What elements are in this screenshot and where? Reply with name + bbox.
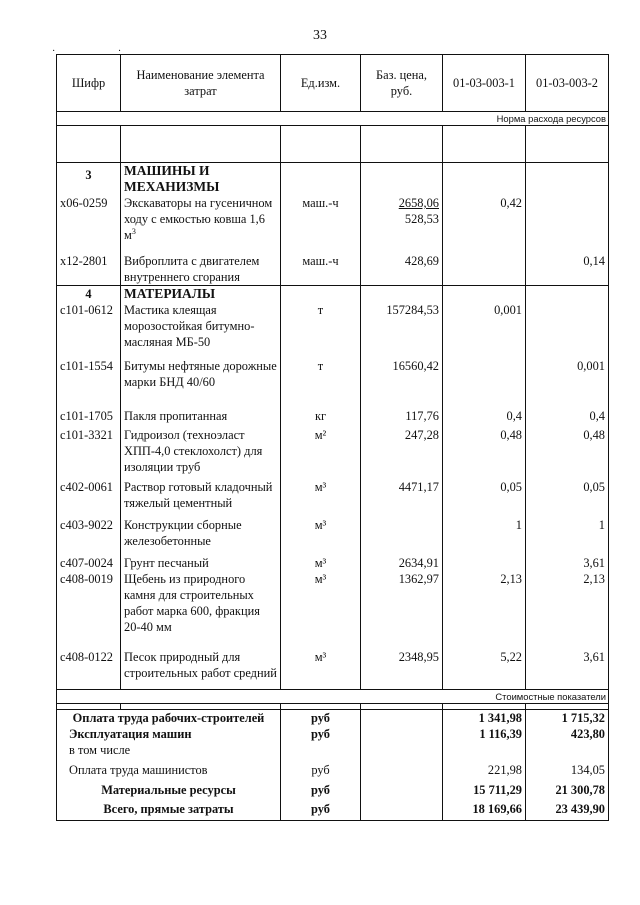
table-row xyxy=(57,649,609,690)
summary-row xyxy=(57,742,609,762)
row-price: 428,69 xyxy=(361,243,443,286)
row-price-main: 2658,06 xyxy=(398,196,439,210)
row-unit: маш.-ч xyxy=(281,243,361,286)
section-number: 3 xyxy=(57,163,121,196)
table-row xyxy=(57,408,609,424)
row-v2: 0,4 xyxy=(526,408,609,424)
row-unit: м³ xyxy=(281,649,361,690)
row-v2: 0,48 xyxy=(526,424,609,475)
row-price: 2348,95 xyxy=(361,649,443,690)
summary-unit: руб xyxy=(281,762,361,778)
section-title: МАТЕРИАЛЫ xyxy=(121,286,281,303)
section-header xyxy=(57,286,609,303)
band-cost: Стоимостные показатели xyxy=(57,690,609,704)
resource-table xyxy=(56,54,609,821)
row-name: Грунт песчаный xyxy=(121,555,281,571)
row-code: с403-9022 xyxy=(57,511,121,555)
row-name: Экскаваторы на гусеничном ходу с емкостью ковша 1,6 $м^3$ xyxy=(121,195,281,243)
header-price: Баз. цена, руб. xyxy=(361,55,443,112)
summary-unit: руб xyxy=(281,778,361,798)
row-v1 xyxy=(443,555,526,571)
row-unit: м³ xyxy=(281,571,361,649)
row-v1: 0,4 xyxy=(443,408,526,424)
row-code: х06-0259 xyxy=(57,195,121,243)
table-header xyxy=(57,55,609,112)
row-price: 16560,42 xyxy=(361,350,443,408)
row-code: с407-0024 xyxy=(57,555,121,571)
scan-marks: · · xyxy=(52,46,152,57)
summary-v2: 134,05 xyxy=(526,762,609,778)
row-code: с101-3321 xyxy=(57,424,121,475)
row-v1: 2,13 xyxy=(443,571,526,649)
row-price: 247,28 xyxy=(361,424,443,475)
section-header xyxy=(57,163,609,196)
row-v2: 1 xyxy=(526,511,609,555)
row-name: Мастика клеящая морозостойкая битумно-масляная МБ-50 xyxy=(121,302,281,350)
row-unit: т xyxy=(281,350,361,408)
table-row xyxy=(57,475,609,511)
summary-unit: руб xyxy=(281,710,361,727)
row-code: с101-0612 xyxy=(57,302,121,350)
summary-v1: 1 341,98 xyxy=(443,710,526,727)
row-v1: 1 xyxy=(443,511,526,555)
header-unit: Ед.изм. xyxy=(281,55,361,112)
summary-row xyxy=(57,762,609,778)
row-v2: 0,001 xyxy=(526,350,609,408)
summary-row xyxy=(57,778,609,798)
row-price: 2634,91 xyxy=(361,555,443,571)
summary-row xyxy=(57,726,609,742)
row-unit: м³ xyxy=(281,475,361,511)
row-name: Гидроизол (техноэласт ХПП-4,0 стеклохолст) для изоляции труб xyxy=(121,424,281,475)
header-col1: 01-03-003-1 xyxy=(443,55,526,112)
row-v2 xyxy=(526,195,609,243)
summary-v2: 423,80 xyxy=(526,726,609,742)
row-v1 xyxy=(443,350,526,408)
row-code: х12-2801 xyxy=(57,243,121,286)
summary-name: Всего, прямые затраты xyxy=(57,798,281,821)
summary-v2: 21 300,78 xyxy=(526,778,609,798)
summary-row xyxy=(57,798,609,821)
row-v2: 2,13 xyxy=(526,571,609,649)
table-row xyxy=(57,350,609,408)
row-name: Битумы нефтяные дорожные марки БНД 40/60 xyxy=(121,350,281,408)
summary-name: Материальные ресурсы xyxy=(57,778,281,798)
summary-v1: 15 711,29 xyxy=(443,778,526,798)
row-name: Конструкции сборные железобетонные xyxy=(121,511,281,555)
summary-row xyxy=(57,710,609,727)
row-unit: маш.-ч xyxy=(281,195,361,243)
row-name: Песок природный для строительных работ средний xyxy=(121,649,281,690)
summary-name: Оплата труда машинистов xyxy=(57,762,281,778)
row-code: с402-0061 xyxy=(57,475,121,511)
row-code: с101-1705 xyxy=(57,408,121,424)
summary-name: Оплата труда рабочих-строителей xyxy=(57,710,281,727)
row-price: 117,76 xyxy=(361,408,443,424)
table-row xyxy=(57,195,609,243)
row-unit: м³ xyxy=(281,511,361,555)
row-price xyxy=(361,511,443,555)
row-name: Виброплита с двигателем внутреннего сгорания xyxy=(121,243,281,286)
row-unit: т xyxy=(281,302,361,350)
row-code: с408-0019 xyxy=(57,571,121,649)
table-row xyxy=(57,424,609,475)
summary-v2 xyxy=(526,742,609,762)
row-v1: 0,05 xyxy=(443,475,526,511)
row-price xyxy=(361,195,443,243)
summary-v2: 1 715,32 xyxy=(526,710,609,727)
header-name: Наименование элемента затрат xyxy=(121,55,281,112)
row-price-sub: 528,53 xyxy=(404,212,439,226)
row-code: с101-1554 xyxy=(57,350,121,408)
summary-name: Эксплуатация машин xyxy=(57,726,281,742)
row-v2: 0,05 xyxy=(526,475,609,511)
row-v1: 5,22 xyxy=(443,649,526,690)
row-v1 xyxy=(443,243,526,286)
row-v2: 3,61 xyxy=(526,649,609,690)
row-name: Пакля пропитанная xyxy=(121,408,281,424)
summary-v1: 18 169,66 xyxy=(443,798,526,821)
band-norm-row xyxy=(57,112,609,126)
row-unit: кг xyxy=(281,408,361,424)
row-v2: 0,14 xyxy=(526,243,609,286)
row-name: Раствор готовый кладочный тяжелый цементный xyxy=(121,475,281,511)
header-code: Шифр xyxy=(57,55,121,112)
row-unit: м² xyxy=(281,424,361,475)
summary-unit: руб xyxy=(281,726,361,742)
row-unit: м³ xyxy=(281,555,361,571)
page-number: 33 xyxy=(313,28,327,43)
band-cost-row xyxy=(57,690,609,704)
section-title: МАШИНЫ И МЕХАНИЗМЫ xyxy=(121,163,281,196)
row-price: 157284,53 xyxy=(361,302,443,350)
summary-v1 xyxy=(443,742,526,762)
summary-v1: 1 116,39 xyxy=(443,726,526,742)
section-number: 4 xyxy=(57,286,121,303)
table-row xyxy=(57,243,609,286)
row-v1: 0,42 xyxy=(443,195,526,243)
row-price: 1362,97 xyxy=(361,571,443,649)
summary-v2: 23 439,90 xyxy=(526,798,609,821)
summary-unit xyxy=(281,742,361,762)
row-code: с408-0122 xyxy=(57,649,121,690)
table-row xyxy=(57,302,609,350)
row-v2: 3,61 xyxy=(526,555,609,571)
table-row xyxy=(57,571,609,649)
row-name: Щебень из природного камня для строительных работ марка 600, фракция 20-40 мм xyxy=(121,571,281,649)
row-v1: 0,001 xyxy=(443,302,526,350)
row-v1: 0,48 xyxy=(443,424,526,475)
row-price: 4471,17 xyxy=(361,475,443,511)
row-v2 xyxy=(526,302,609,350)
table-row xyxy=(57,555,609,571)
band-norm: Норма расхода ресурсов xyxy=(57,112,609,126)
summary-name: в том числе xyxy=(57,742,281,762)
summary-v1: 221,98 xyxy=(443,762,526,778)
table-row xyxy=(57,511,609,555)
header-col2: 01-03-003-2 xyxy=(526,55,609,112)
summary-unit: руб xyxy=(281,798,361,821)
